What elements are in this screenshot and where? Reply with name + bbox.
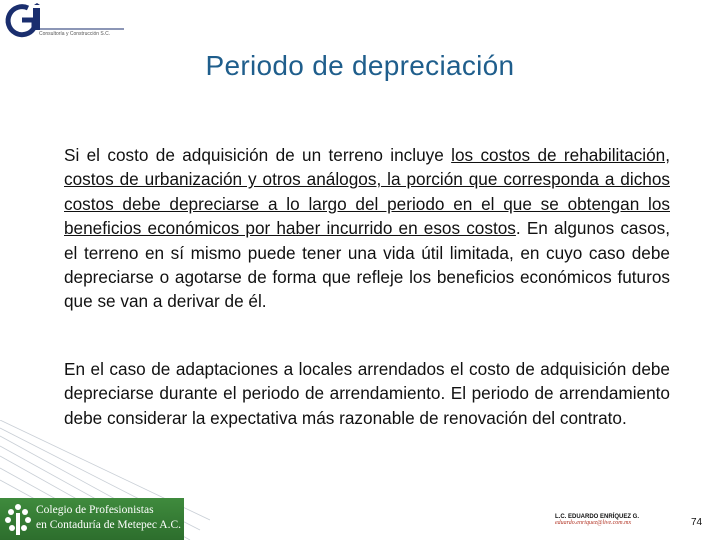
paragraph1-lead: Si el costo de adquisición de un terreno incluye — [64, 145, 452, 165]
paragraph1-underlined: los costos de rehabilitación, costos de urbanización y otros análogos, la porción que corresponda a dichos costos debe depreciarse a lo largo del periodo en el que se obtengan los beneficios económicos por haber incurrido en esos costos — [64, 145, 670, 239]
author-email: eduardo.enriquez@live.com.mx — [555, 520, 632, 526]
slide-title: Periodo de depreciación — [205, 50, 515, 81]
college-banner — [0, 498, 184, 540]
logo-subtitle: Consultoría y Construcción S.C. — [39, 31, 111, 37]
paragraph1-rest: . En algunos casos, el terreno en sí mismo puede tener una vida útil limitada, en cuyo caso debe depreciarse o agotarse de forma que refleje los beneficios económicos futuros que se van a derivar de él. — [64, 218, 671, 312]
author-name: L.C. EDUARDO ENRÍQUEZ G. — [555, 514, 640, 520]
college-name — [36, 503, 181, 533]
college-line-2: en Contaduría de Metepec A.C. — [36, 519, 181, 531]
college-emblem-icon — [3, 501, 33, 537]
college-line-1: Colegio de Profesionistas — [36, 504, 154, 516]
page-number: 74 — [691, 517, 703, 528]
paragraph-land-depreciation — [64, 143, 670, 314]
author-block — [555, 514, 639, 526]
paragraph-leased-premises: En el caso de adaptaciones a locales arrendados el costo de adquisición debe depreciarse durante el periodo de arrendamiento. El periodo de arrendamiento debe considerar la expectativa más razonable de renovación del contrato. — [64, 359, 670, 428]
